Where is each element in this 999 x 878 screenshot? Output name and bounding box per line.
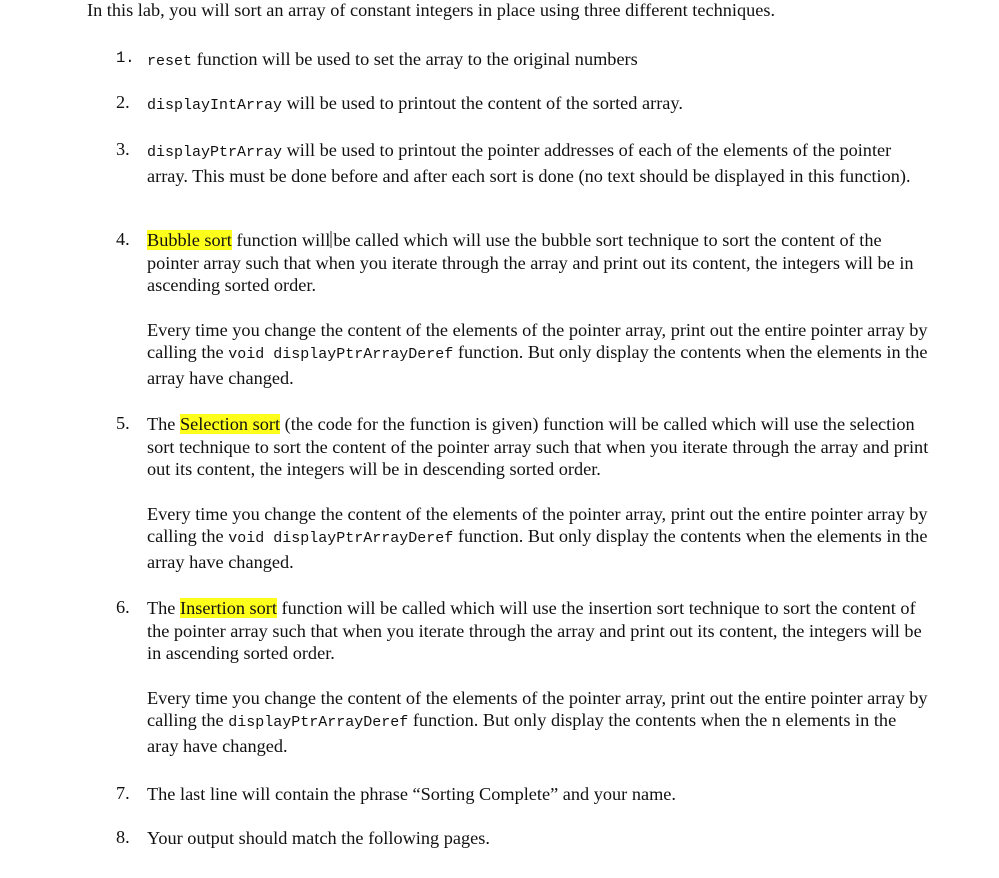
item-number: 4. xyxy=(116,229,130,249)
item-text: Bubble sort function will be called which will use the bubble sort technique to sort the content of the pointer array such that when you iterate through the array and print out its content, the integers will be in ascending sorted order. xyxy=(147,230,914,295)
item-text: displayIntArray will be used to printout the content of the sorted array. xyxy=(147,93,683,114)
intro-paragraph: In this lab, you will sort an array of constant integers in place using three different techniques. xyxy=(87,0,776,20)
highlight-selection-sort: Selection sort xyxy=(180,414,281,434)
item-text: Your output should match the following pages. xyxy=(147,828,490,848)
code-displayPtrArray: displayPtrArray xyxy=(147,144,283,161)
item-number: 7. xyxy=(116,783,130,803)
item-subparagraph: Every time you change the content of the elements of the pointer array, print out the entire pointer array by calling the displayPtrArrayDeref function. But only display the contents when the n elements in the aray have changed. xyxy=(147,687,928,756)
item-number: 1. xyxy=(116,49,135,67)
item-text: The Selection sort (the code for the function is given) function will be called which will use the selection sort technique to sort the content of the pointer array such that when you iterate through the array and print out its content, the integers will be in descending sorted order. xyxy=(147,414,929,479)
item-text: The last line will contain the phrase “Sorting Complete” and your name. xyxy=(147,784,676,804)
item-number: 8. xyxy=(116,827,130,847)
item-subparagraph: Every time you change the content of the elements of the pointer array, print out the entire pointer array by calling the void displayPtrArrayDeref function. But only display the contents when the elements in the array have changed. xyxy=(147,503,928,572)
item-number: 6. xyxy=(116,597,130,617)
item-text: The Insertion sort function will be called which will use the insertion sort technique to sort the content of the pointer array such that when you iterate through the array and print out its content, the integers will be in ascending sorted order. xyxy=(147,598,922,663)
item-number: 3. xyxy=(116,139,130,159)
highlight-insertion-sort: Insertion sort xyxy=(180,598,277,618)
highlight-bubble-sort: Bubble sort xyxy=(147,230,232,250)
code-displayPtrArrayDeref: void displayPtrArrayDeref xyxy=(228,530,454,547)
item-number: 2. xyxy=(116,92,130,112)
code-displayIntArray: displayIntArray xyxy=(147,97,283,114)
item-text: displayPtrArray will be used to printout the pointer addresses of each of the elements of the pointer array. This must be done before and after each sort is done (no text should be displayed in this function). xyxy=(147,140,911,186)
code-reset: reset xyxy=(147,53,193,70)
item-text: reset function will be used to set the array to the original numbers xyxy=(147,49,638,70)
item-number: 5. xyxy=(116,413,130,433)
code-displayPtrArrayDeref: void displayPtrArrayDeref xyxy=(228,346,454,363)
item-subparagraph: Every time you change the content of the elements of the pointer array, print out the entire pointer array by calling the void displayPtrArrayDeref function. But only display the contents when the elements in the array have changed. xyxy=(147,319,928,388)
code-displayPtrArrayDeref: displayPtrArrayDeref xyxy=(228,714,409,731)
